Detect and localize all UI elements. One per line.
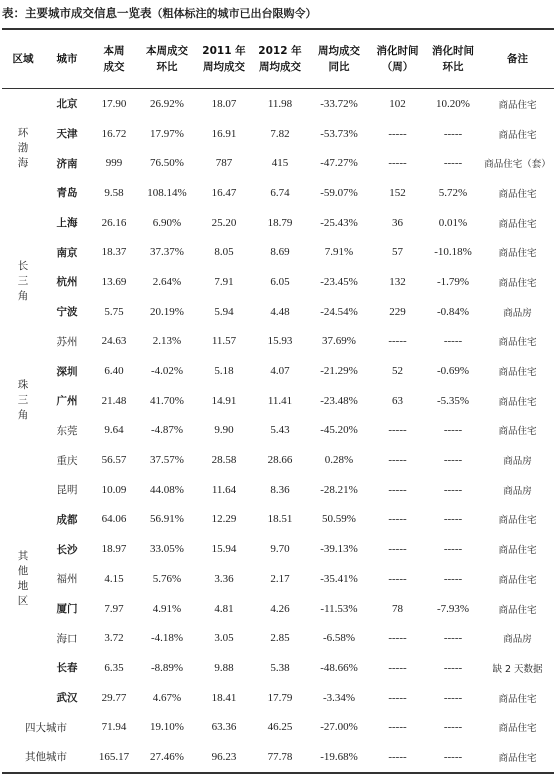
city-cell: 杭州 [56, 276, 78, 289]
yoy-change-cell: -25.43% [320, 216, 358, 229]
digestion-change-cell: ----- [443, 127, 463, 140]
city-cell: 天津 [56, 128, 78, 141]
city-cell: 海口 [56, 632, 78, 645]
table-row [2, 89, 554, 119]
table-row [2, 594, 554, 624]
city-cell: 成都 [56, 513, 78, 526]
table-title [2, 2, 554, 24]
note-cell: 商品住宅 [498, 337, 537, 349]
digestion-change-cell: ----- [443, 454, 463, 467]
yoy-change-cell: -33.72% [320, 97, 358, 110]
weekly-volume-cell: 7.97 [104, 602, 124, 615]
digestion-weeks-cell: 52 [392, 365, 403, 378]
weekly-volume-cell: 6.40 [104, 365, 124, 378]
avg-2012-cell: 4.26 [270, 602, 290, 615]
yoy-change-cell: -27.00% [320, 721, 358, 734]
weekly-change-cell: -4.02% [150, 365, 184, 378]
weekly-change-cell: 17.97% [150, 127, 184, 140]
avg-2011-cell: 14.91 [211, 394, 237, 407]
note-cell: 商品住宅 [498, 604, 537, 616]
weekly-change-cell: -8.89% [150, 661, 184, 674]
weekly-change-cell: 27.46% [138, 742, 196, 773]
avg-2011-cell: 12.29 [211, 513, 237, 526]
digestion-change-cell: 0.01% [438, 216, 468, 229]
weekly-volume-cell: 56.57 [101, 454, 127, 467]
avg-2011-cell: 18.07 [211, 97, 237, 110]
table-row [2, 267, 554, 297]
yoy-change-cell: -47.27% [320, 157, 358, 170]
digestion-weeks-cell: ----- [388, 335, 407, 348]
header-row [2, 29, 554, 89]
weekly-volume-cell: 5.75 [104, 305, 124, 318]
note-cell: 商品住宅 [498, 99, 537, 111]
digestion-weeks-cell: ----- [388, 454, 407, 467]
avg-2012-cell: 9.70 [270, 543, 290, 556]
note-cell: 缺 2 天数据 [492, 663, 543, 675]
table-row [2, 416, 554, 446]
weekly-volume-cell: 26.16 [101, 216, 127, 229]
digestion-change-cell: ----- [443, 632, 463, 645]
digestion-change-cell: -10.18% [434, 246, 472, 259]
avg-2011-cell: 5.94 [214, 305, 234, 318]
avg-2011-cell: 25.20 [211, 216, 237, 229]
digestion-change-cell: -5.35% [436, 394, 470, 407]
weekly-change-cell: 2.13% [152, 335, 182, 348]
avg-2012-cell: 4.48 [270, 305, 290, 318]
digestion-weeks-cell: ----- [388, 543, 407, 556]
avg-2011-cell: 16.91 [211, 127, 237, 140]
yoy-change-cell: -3.34% [322, 691, 356, 704]
weekly-volume-cell: 6.35 [104, 661, 124, 674]
digestion-weeks-cell: ----- [388, 513, 407, 526]
yoy-change-cell: -39.13% [320, 543, 358, 556]
city-cell: 福州 [56, 573, 78, 586]
avg-2012-cell: 8.69 [270, 246, 290, 259]
digestion-weeks-cell: ----- [388, 157, 407, 170]
col-header-digestion-weeks: 消化时间 （周） [370, 29, 425, 89]
city-cell: 深圳 [56, 365, 78, 378]
avg-2011-cell: 28.58 [211, 454, 237, 467]
digestion-change-cell: ----- [443, 661, 463, 674]
digestion-change-cell: ----- [443, 157, 463, 170]
digestion-weeks-cell: ----- [388, 661, 407, 674]
avg-2012-cell: 4.07 [270, 365, 290, 378]
city-cell: 厦门 [56, 603, 78, 616]
yoy-change-cell: -35.41% [320, 572, 358, 585]
avg-2011-cell: 3.05 [214, 632, 234, 645]
weekly-volume-cell: 4.15 [104, 572, 124, 585]
col-header-yoy: 周均成交 同比 [308, 29, 370, 89]
table-row [2, 297, 554, 327]
avg-2011-cell: 11.64 [211, 483, 237, 496]
digestion-change-cell: ----- [443, 572, 463, 585]
note-cell: 商品房 [503, 307, 532, 319]
region-cell: 其他地区 [17, 549, 29, 607]
digestion-weeks-cell: ----- [388, 691, 407, 704]
table-row [2, 356, 554, 386]
table-title-main: 表：主要城市成交信息一览表 [2, 6, 152, 20]
avg-2012-cell: 17.79 [267, 691, 293, 704]
weekly-volume-cell: 17.90 [101, 97, 127, 110]
avg-2012-cell: 415 [271, 157, 289, 170]
digestion-weeks-cell: ----- [388, 572, 407, 585]
city-cell: 昆明 [56, 484, 78, 497]
digestion-weeks-cell: ----- [388, 483, 407, 496]
digestion-change-cell: -0.84% [436, 305, 470, 318]
yoy-change-cell: 50.59% [322, 513, 356, 526]
digestion-change-cell: ----- [443, 513, 463, 526]
col-header-weekly-change: 本周成交 环比 [138, 29, 196, 89]
table-row [2, 683, 554, 713]
avg-2012-cell: 5.38 [270, 661, 290, 674]
avg-2011-cell: 18.41 [211, 691, 237, 704]
weekly-change-cell: 44.08% [150, 483, 184, 496]
weekly-volume-cell: 18.37 [101, 246, 127, 259]
yoy-change-cell: -19.68% [308, 742, 370, 773]
city-cell: 青岛 [56, 187, 78, 200]
weekly-change-cell: 4.67% [152, 691, 182, 704]
digestion-change-cell: ----- [443, 483, 463, 496]
digestion-change-cell: ----- [443, 721, 463, 734]
weekly-change-cell: 26.92% [150, 97, 184, 110]
col-header-region: 区域 [2, 29, 44, 89]
note-cell: 商品住宅 [498, 574, 537, 586]
avg-2011-cell: 96.23 [196, 742, 252, 773]
table-row [2, 623, 554, 653]
note-cell: 商品住宅 [498, 129, 537, 141]
avg-2011-cell: 11.57 [211, 335, 237, 348]
digestion-weeks-cell: 36 [392, 216, 403, 229]
region-cell: 环渤海 [17, 126, 29, 169]
yoy-change-cell: -23.45% [320, 275, 358, 288]
digestion-change-cell: -0.69% [436, 365, 470, 378]
avg-2012-cell: 11.98 [267, 97, 293, 110]
weekly-volume-cell: 64.06 [101, 513, 127, 526]
yoy-change-cell: -11.53% [320, 602, 358, 615]
weekly-change-cell: 33.05% [150, 543, 184, 556]
table-row [2, 564, 554, 594]
avg-2011-cell: 8.05 [214, 246, 234, 259]
digestion-change-cell: 10.20% [436, 97, 470, 110]
digestion-change-cell: ----- [443, 424, 463, 437]
weekly-volume-cell: 16.72 [101, 127, 127, 140]
weekly-change-cell: 37.57% [150, 454, 184, 467]
digestion-change-cell: ----- [443, 543, 463, 556]
digestion-weeks-cell: 63 [392, 394, 403, 407]
avg-2012-cell: 28.66 [267, 454, 293, 467]
yoy-change-cell: -24.54% [320, 305, 358, 318]
digestion-change-cell: ----- [443, 335, 463, 348]
col-header-2012-avg: 2012 年 周均成交 [252, 29, 308, 89]
table-row [2, 534, 554, 564]
city-transactions-table [2, 28, 554, 774]
avg-2012-cell: 46.25 [267, 721, 293, 734]
note-cell: 商品住宅 [498, 693, 537, 705]
weekly-volume-cell: 21.48 [101, 394, 127, 407]
avg-2012-cell: 2.17 [270, 572, 290, 585]
weekly-change-cell: 19.10% [150, 721, 184, 734]
yoy-change-cell: -6.58% [322, 632, 356, 645]
table-row [2, 208, 554, 238]
table-row [2, 712, 554, 742]
yoy-change-cell: -21.29% [320, 365, 358, 378]
col-header-city: 城市 [44, 29, 90, 89]
weekly-change-cell: 4.91% [152, 602, 182, 615]
table-row [2, 237, 554, 267]
col-header-weekly-volume: 本周 成交 [90, 29, 138, 89]
yoy-change-cell: -53.73% [320, 127, 358, 140]
avg-2011-cell: 16.47 [211, 186, 237, 199]
weekly-change-cell: 2.64% [152, 275, 182, 288]
note-cell: 商品住宅 [481, 742, 554, 773]
note-cell: 商品住宅 [498, 515, 537, 527]
yoy-change-cell: 37.69% [322, 335, 356, 348]
yoy-change-cell: 7.91% [324, 246, 354, 259]
note-cell: 商品住宅 [498, 426, 537, 438]
weekly-volume-cell: 71.94 [101, 721, 127, 734]
avg-2012-cell: 8.36 [270, 483, 290, 496]
avg-2012-cell: 18.79 [267, 216, 293, 229]
avg-2012-cell: 5.43 [270, 424, 290, 437]
digestion-weeks-cell: ----- [388, 127, 407, 140]
city-cell: 长沙 [56, 543, 78, 556]
avg-2011-cell: 4.81 [214, 602, 234, 615]
weekly-volume-cell: 24.63 [101, 335, 127, 348]
weekly-change-cell: -4.18% [150, 632, 184, 645]
note-cell: 商品住宅 [498, 723, 537, 735]
digestion-change-cell: 5.72% [438, 186, 468, 199]
weekly-volume-cell: 999 [105, 157, 123, 170]
note-cell: 商品住宅 [498, 367, 537, 379]
yoy-change-cell: -45.20% [320, 424, 358, 437]
digestion-change-cell: -1.79% [436, 275, 470, 288]
note-cell: 商品住宅 [498, 277, 537, 289]
yoy-change-cell: -48.66% [320, 661, 358, 674]
city-cell: 广州 [56, 395, 78, 408]
weekly-change-cell: 76.50% [150, 157, 184, 170]
yoy-change-cell: -59.07% [320, 186, 358, 199]
avg-2011-cell: 3.36 [214, 572, 234, 585]
table-row [2, 386, 554, 416]
note-cell: 商品房 [503, 456, 532, 468]
avg-2011-cell: 7.91 [214, 275, 234, 288]
weekly-change-cell: 41.70% [150, 394, 184, 407]
weekly-change-cell: 108.14% [147, 186, 187, 199]
digestion-weeks-cell: ----- [370, 742, 425, 773]
col-header-2011-avg: 2011 年 周均成交 [196, 29, 252, 89]
weekly-volume-cell: 9.64 [104, 424, 124, 437]
table-row [2, 475, 554, 505]
note-cell: 商品住宅 [498, 396, 537, 408]
digestion-weeks-cell: 152 [389, 186, 406, 199]
table-body [2, 89, 554, 773]
region-cell: 长三角 [17, 260, 29, 303]
city-cell: 武汉 [56, 692, 78, 705]
avg-2012-cell: 18.51 [267, 513, 293, 526]
table-row [2, 119, 554, 149]
note-cell: 商品住宅 [498, 218, 537, 230]
yoy-change-cell: 0.28% [324, 454, 354, 467]
region-cell: 珠三角 [17, 379, 29, 422]
table-row [2, 742, 554, 773]
digestion-weeks-cell: ----- [388, 632, 407, 645]
weekly-volume-cell: 3.72 [104, 632, 124, 645]
city-cell: 济南 [56, 157, 78, 170]
digestion-weeks-cell: 229 [389, 305, 406, 318]
city-cell: 长春 [56, 662, 78, 675]
city-cell: 上海 [56, 217, 78, 230]
avg-2012-cell: 6.05 [270, 275, 290, 288]
weekly-volume-cell: 18.97 [101, 543, 127, 556]
weekly-volume-cell: 10.09 [101, 483, 127, 496]
weekly-change-cell: 5.76% [152, 572, 182, 585]
weekly-volume-cell: 29.77 [101, 691, 127, 704]
table-row [2, 653, 554, 683]
note-cell: 商品住宅 [498, 545, 537, 557]
weekly-volume-cell: 13.69 [101, 275, 127, 288]
city-cell: 北京 [56, 98, 78, 111]
city-cell: 重庆 [56, 454, 78, 467]
digestion-weeks-cell: ----- [388, 424, 407, 437]
weekly-volume-cell: 9.58 [104, 186, 124, 199]
note-cell: 商品住宅（套） [484, 159, 551, 171]
table-row [2, 445, 554, 475]
weekly-change-cell: 6.90% [152, 216, 182, 229]
city-cell: 其他城市 [2, 742, 90, 773]
digestion-weeks-cell: 102 [389, 97, 406, 110]
city-cell: 宁波 [56, 306, 78, 319]
avg-2012-cell: 15.93 [267, 335, 293, 348]
avg-2011-cell: 15.94 [211, 543, 237, 556]
table-row [2, 327, 554, 357]
weekly-change-cell: 37.37% [150, 246, 184, 259]
city-cell: 南京 [56, 246, 78, 259]
note-cell: 商品住宅 [498, 188, 537, 200]
table-row [2, 178, 554, 208]
yoy-change-cell: -28.21% [320, 483, 358, 496]
digestion-weeks-cell: 132 [389, 275, 406, 288]
avg-2012-cell: 77.78 [252, 742, 308, 773]
table-title-note: （粗体标注的城市已出台限购令） [151, 7, 317, 20]
yoy-change-cell: -23.48% [320, 394, 358, 407]
city-cell: 苏州 [56, 335, 78, 348]
note-cell: 商品房 [503, 485, 532, 497]
weekly-volume-cell: 165.17 [90, 742, 138, 773]
digestion-change-cell: ----- [443, 691, 463, 704]
avg-2012-cell: 11.41 [267, 394, 293, 407]
note-cell: 商品房 [503, 634, 532, 646]
avg-2011-cell: 63.36 [211, 721, 237, 734]
avg-2012-cell: 2.85 [270, 632, 290, 645]
weekly-change-cell: 56.91% [150, 513, 184, 526]
avg-2011-cell: 5.18 [214, 365, 234, 378]
avg-2012-cell: 6.74 [270, 186, 290, 199]
digestion-weeks-cell: 57 [392, 246, 403, 259]
note-cell: 商品住宅 [498, 248, 537, 260]
city-cell: 东莞 [56, 424, 78, 437]
avg-2011-cell: 9.88 [214, 661, 234, 674]
avg-2012-cell: 7.82 [270, 127, 290, 140]
col-header-note: 备注 [481, 29, 554, 89]
digestion-change-cell: -7.93% [436, 602, 470, 615]
digestion-change-cell: ----- [425, 742, 481, 773]
avg-2011-cell: 787 [215, 157, 233, 170]
table-row [2, 505, 554, 535]
digestion-weeks-cell: 78 [392, 602, 403, 615]
digestion-weeks-cell: ----- [388, 721, 407, 734]
avg-2011-cell: 9.90 [214, 424, 234, 437]
city-cell: 四大城市 [25, 721, 67, 734]
table-row [2, 148, 554, 178]
col-header-digestion-change: 消化时间 环比 [425, 29, 481, 89]
weekly-change-cell: -4.87% [150, 424, 184, 437]
weekly-change-cell: 20.19% [150, 305, 184, 318]
